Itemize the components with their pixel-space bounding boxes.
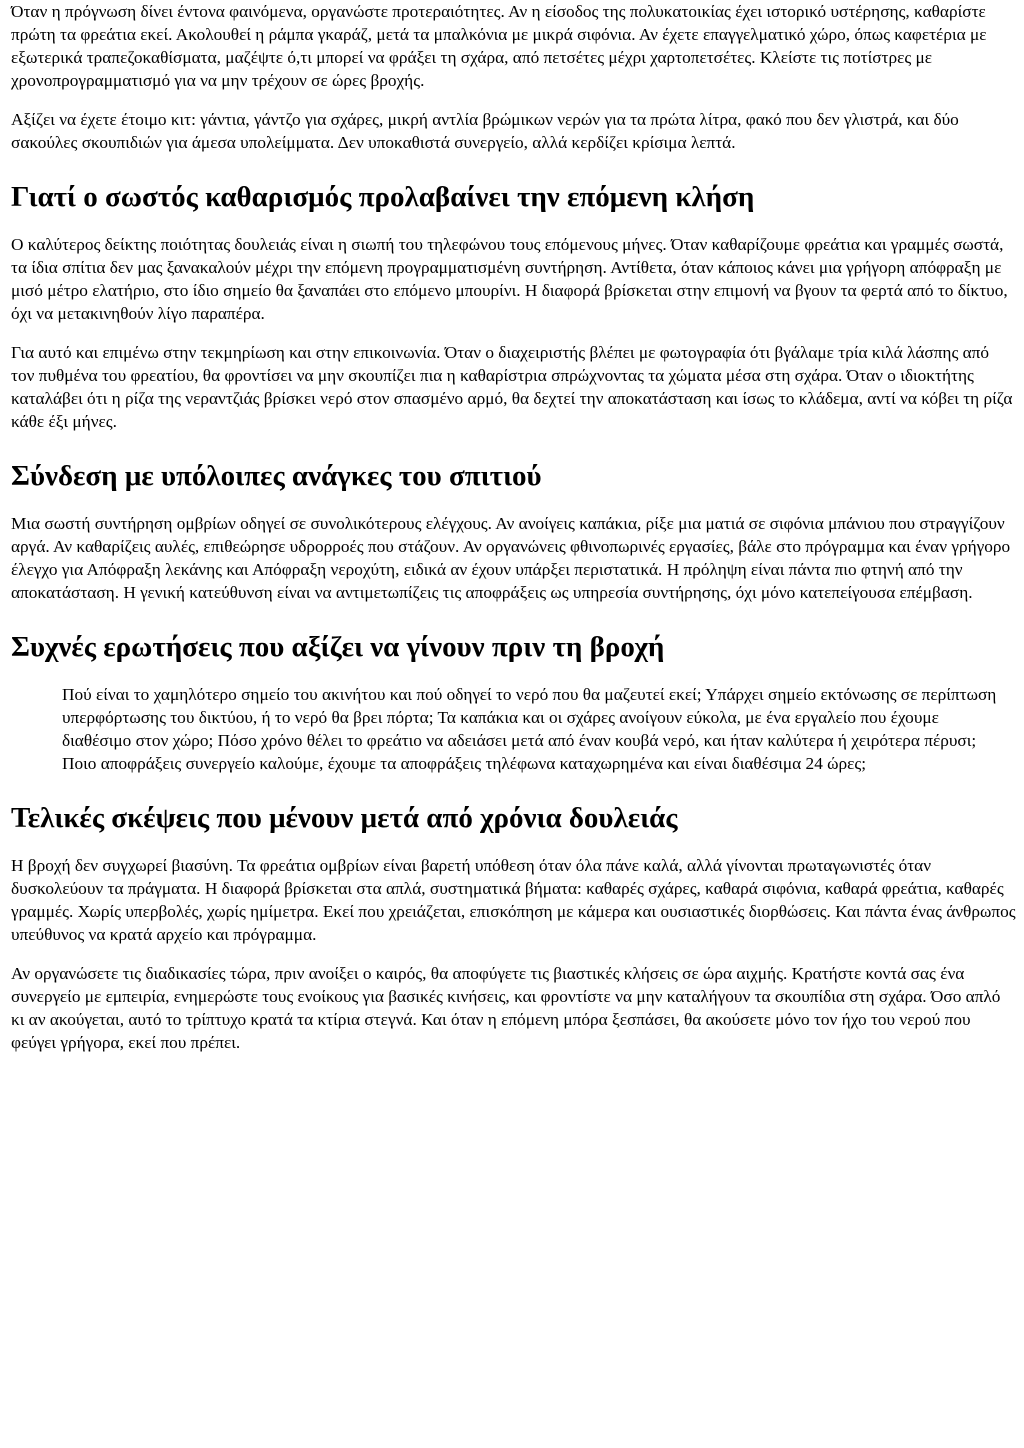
paragraph-text-mid: και: [222, 560, 252, 579]
paragraph-related-checks: [11, 512, 1016, 604]
paragraph-text-start: Μια σωστή συντήρηση ομβρίων οδηγεί σε συνολικότερους ελέγχους. Αν ανοίγεις καπάκια, ρίξε μια ματιά σε σιφόνια μπάνιου που στραγγίζουν αργά. Αν καθαρίζεις αυλές, επιθεώρησε υδρορροές που στάζουν. Αν οργανώνεις φθινοπωρινές εργασίες, βάλε στο πρόγραμμα και έναν γρήγορο έλεγχο για: [11, 514, 1011, 579]
link-sink-unclogging[interactable]: Απόφραξη νεροχύτη: [251, 560, 396, 579]
paragraph-kit: Αξίζει να έχετε έτοιμο κιτ: γάντια, γάντζο για σχάρες, μικρή αντλία βρώμικων νερών για τα πρώτα λίτρα, φακό που δεν γλιστρά, και δύο σακούλες σκουπιδιών για άμεσα υπολείμματα. Δεν υποκαθιστά συνεργείο, αλλά κερδίζει κρίσιμα λεπτά.: [11, 110, 959, 152]
paragraph-text-end: , ειδικά αν έχουν υπάρξει περιστατικά. Η πρόληψη είναι πάντα πιο φτηνή από την αποκατάσταση. Η γενική κατεύθυνση είναι να αντιμετωπίζεις τις αποφράξεις ως υπηρεσία συντήρησης, όχι μόνο κατεπείγουσα επέμβαση.: [11, 560, 973, 602]
paragraph-priorities: Όταν η πρόγνωση δίνει έντονα φαινόμενα, οργανώστε προτεραιότητες. Αν η είσοδος της πολυκατοικίας έχει ιστορικό υστέρησης, καθαρίστε πρώτη τα φρεάτια εκεί. Ακολουθεί η ράμπα γκαράζ, μετά τα μπαλκόνια με μικρά σιφόνια. Αν έχετε επαγγελματικό χώρο, όπως καφετέρια με εξωτερικά τραπεζοκαθίσματα, μαζέψτε ό,τι μπορεί να φράξει τη σχάρα, από πετσέτες μέχρι χαρτοπετσέτες. Κλείστε τις ποτίστρες με χρονοπρογραμματισμό για να μην τρέχουν σε ώρες βροχής.: [11, 2, 987, 90]
heading-proper-cleaning: Γιατί ο σωστός καθαρισμός προλαβαίνει την επόμενη κλήση: [11, 181, 755, 213]
paragraph-organize-now: Αν οργανώσετε τις διαδικασίες τώρα, πριν ανοίξει ο καιρός, θα αποφύγετε τις βιαστικές κλήσεις σε ώρα αιχμής. Κρατήστε κοντά σας ένα συνεργείο με εμπειρία, ενημερώστε τους ενοίκους για βασικές κινήσεις, και φροντίστε να μην καταλήγουν τα σκουπίδια στη σχάρα. Όσο απλό κι αν ακούγεται, αυτό το τρίπτυχο κρατά τα κτίρια στεγνά. Και όταν η επόμενη μπόρα ξεσπάσει, θα ακούσετε μόνο τον ήχο του νερού που φεύγει γρήγορα, εκεί που πρέπει.: [11, 964, 1001, 1052]
heading-faq-before-rain: Συχνές ερωτήσεις που αξίζει να γίνουν πριν τη βροχή: [11, 631, 665, 663]
heading-final-thoughts: Τελικές σκέψεις που μένουν μετά από χρόνια δουλειάς: [11, 802, 678, 834]
paragraph-quality-indicator: Ο καλύτερος δείκτης ποιότητας δουλειάς είναι η σιωπή του τηλεφώνου τους επόμενους μήνες. Όταν καθαρίζουμε φρεάτια και γραμμές σωστά, τα ίδια σπίτια δεν μας ξανακαλούν μέχρι την επόμενη προγραμματισμένη συντήρηση. Αντίθετα, όταν κάποιος κάνει μια γρήγορη απόφραξη με μισό μέτρο ελατήριο, στο ίδιο σημείο θα ξαναπάει στο επόμενο μπουρίνι. Η διαφορά βρίσκεται στην επιμονή να βγουν τα φερτά από το δίκτυο, όχι να μετακινηθούν λίγο παραπέρα.: [11, 235, 1008, 323]
faq-quote: Πού είναι το χαμηλότερο σημείο του ακινήτου και πού οδηγεί το νερό που θα μαζευτεί εκεί; Υπάρχει σημείο εκτόνωσης σε περίπτωση υπερφόρτωσης του δικτύου, ή το νερό θα βρει πόρτα; Τα καπάκια και οι σχάρες ανοίγουν εύκολα, με ένα εργαλείο που έχουμε διαθέσιμο στον χώρο; Πόσο χρόνο θέλει το φρεάτιο να αδειάσει μετά από έναν κουβά νερό, και ήταν καλύτερα ή χειρότερα πέρυσι; Ποιο αποφράξεις συνεργείο καλούμε, έχουμε τα αποφράξεις τηλέφωνα καταχωρημένα και είναι διαθέσιμα 24 ώρες;: [62, 685, 997, 773]
paragraph-rain-no-rush: Η βροχή δεν συγχωρεί βιασύνη. Τα φρεάτια ομβρίων είναι βαρετή υπόθεση όταν όλα πάνε καλά, αλλά γίνονται πρωταγωνιστές όταν δυσκολεύουν τα πράγματα. Η διαφορά βρίσκεται στα απλά, συστηματικά βήματα: καθαρές σχάρες, καθαρά σιφόνια, καθαρά φρεάτια, καθαρές γραμμές. Χωρίς υπερβολές, χωρίς ημίμετρα. Εκεί που χρειάζεται, επισκόπηση με κάμερα και ουσιαστικές διορθώσεις. Και πάντα ένας άνθρωπος υπεύθυνος να κρατά αρχείο και πρόγραμμα.: [11, 856, 1016, 944]
link-toilet-unclogging[interactable]: Απόφραξη λεκάνης: [86, 560, 222, 579]
paragraph-documentation: Για αυτό και επιμένω στην τεκμηρίωση και στην επικοινωνία. Όταν ο διαχειριστής βλέπει με φωτογραφία ότι βγάλαμε τρία κιλά λάσπης από τον πυθμένα του φρεατίου, θα φροντίσει να μην σκουπίζει πια η καθαρίστρια σπρώχνοντας τα χώματα μέσα στη σχάρα. Όταν ο ιδιοκτήτης καταλάβει ότι η ρίζα της νεραντζιάς βρίσκει νερό στον σπασμένο αρμό, θα δεχτεί την αποκατάσταση και ίσως το κλάδεμα, αντί να κόβει τη ρίζα κάθε έξι μήνες.: [11, 343, 1013, 431]
heading-other-needs: Σύνδεση με υπόλοιπες ανάγκες του σπιτιού: [11, 460, 542, 492]
